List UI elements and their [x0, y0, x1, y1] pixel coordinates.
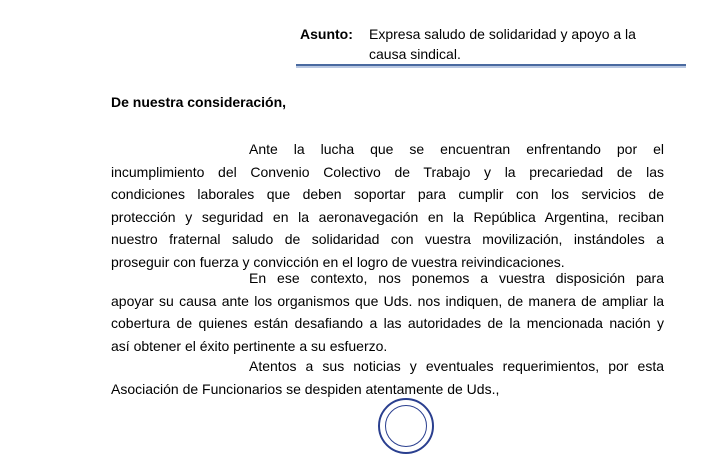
paragraph-line: Ante la lucha que se encuentran enfrentando por el — [249, 141, 664, 157]
paragraph-line: condiciones laborales que deben soportar para cumplir con los servicios de — [111, 186, 664, 203]
paragraph-line: así obtener el éxito pertinente a su esfuerzo. — [111, 337, 388, 354]
paragraph-line: Asociación de Funcionarios se despiden atentamente de Uds., — [111, 380, 500, 397]
paragraph-line: proseguir con fuerza y convicción en el logro de vuestra reivindicaciones. — [111, 253, 565, 270]
association-seal-inner-ring — [385, 405, 427, 447]
paragraph-line: Atentos a sus noticias y eventuales requerimientos, por esta — [249, 358, 664, 374]
paragraph-line: apoyar su causa ante los organismos que Uds. nos indiquen, de manera de ampliar la — [111, 292, 664, 309]
paragraph-line: protección y seguridad en la aeronavegación en la República Argentina, reciban — [111, 208, 664, 225]
subject-underline — [296, 64, 686, 68]
subject-text — [369, 24, 665, 64]
paragraph-line: nuestro fraternal saludo de solidaridad con vuestra movilización, instándoles a — [111, 231, 664, 248]
paragraph-closing — [111, 355, 664, 400]
subject-line: causa sindical. — [369, 46, 461, 62]
paragraph-support — [111, 267, 664, 357]
association-seal — [378, 398, 434, 454]
subject-label: Asunto: — [300, 26, 353, 42]
salutation: De nuestra consideración, — [111, 94, 287, 110]
paragraph-line: En ese contexto, nos ponemos a vuestra disposición para — [249, 270, 664, 286]
paragraph-line: incumplimiento del Convenio Colectivo de Trabajo y la precariedad de las — [111, 163, 664, 180]
paragraph-solidarity — [111, 138, 664, 274]
subject-underline-light — [296, 66, 686, 68]
subject-line: Expresa saludo de solidaridad y apoyo a la — [369, 26, 636, 42]
paragraph-line: cobertura de quienes están desafiando a las autoridades de la mencionada nación y — [111, 315, 664, 332]
